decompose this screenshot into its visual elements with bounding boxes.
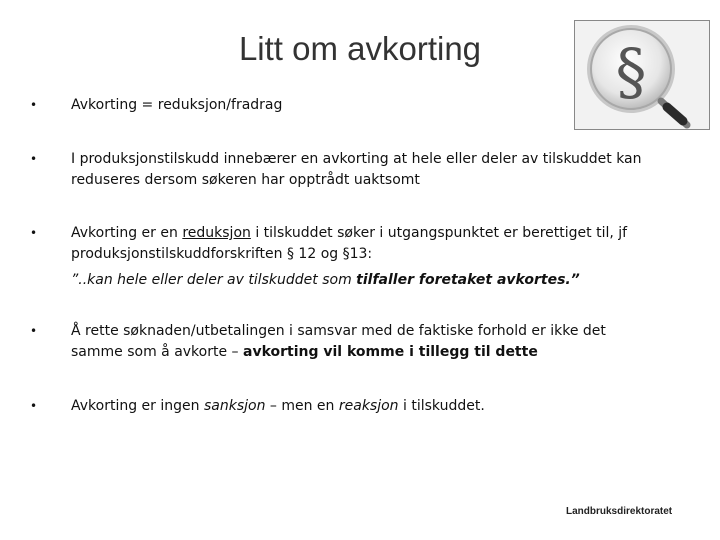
bullet-dot: • (30, 324, 38, 338)
list-item (30, 396, 650, 417)
text-run: Avkorting er en (71, 225, 183, 241)
bullet-dot: • (30, 98, 38, 112)
bold-emphasis: avkorting vil komme i tillegg til dette (243, 344, 538, 360)
bullet-dot: • (30, 399, 38, 413)
bullet-dot: • (30, 152, 38, 166)
text-run: Avkorting er ingen (71, 398, 204, 414)
italic-term: reaksjon (338, 398, 399, 414)
slide-title: Litt om avkorting (238, 30, 482, 67)
bullet-text (71, 396, 650, 417)
bullet-text (71, 321, 650, 363)
regulation-quote (71, 270, 650, 291)
list-item (30, 321, 650, 363)
bullet-text (71, 223, 650, 291)
list-item (30, 149, 650, 191)
list-item (30, 95, 650, 116)
list-item (30, 223, 650, 291)
bullet-dot: • (30, 226, 38, 240)
underlined-term: reduksjon (182, 225, 251, 241)
bullet-text: Avkorting = reduksjon/fradrag (71, 97, 283, 113)
text-run: – men en (265, 398, 339, 414)
text-run: i tilskuddet søker i utgangspunktet er berettiget til, jf produksjonstilskuddforskriften § 12 og §13: (71, 225, 628, 262)
text-run: i tilskuddet. (398, 398, 485, 414)
bullet-text: I produksjonstilskudd innebærer en avkorting at hele eller deler av tilskuddet kan reduseres dersom søkeren har opptrådt uaktsomt (71, 151, 642, 188)
paragraph-symbol: § (615, 35, 647, 108)
quote-emphasis: tilfaller foretaket avkortes.” (356, 272, 580, 288)
quote-text: ”..kan hele eller deler av tilskuddet som (71, 272, 357, 288)
italic-term: sanksjon (203, 398, 266, 414)
footer-logo-text: Landbruksdirektoratet (566, 506, 673, 517)
text-run: Å rette søknaden/utbetalingen i samsvar med de faktiske forhold er ikke det samme som å avkorte – (71, 323, 606, 360)
